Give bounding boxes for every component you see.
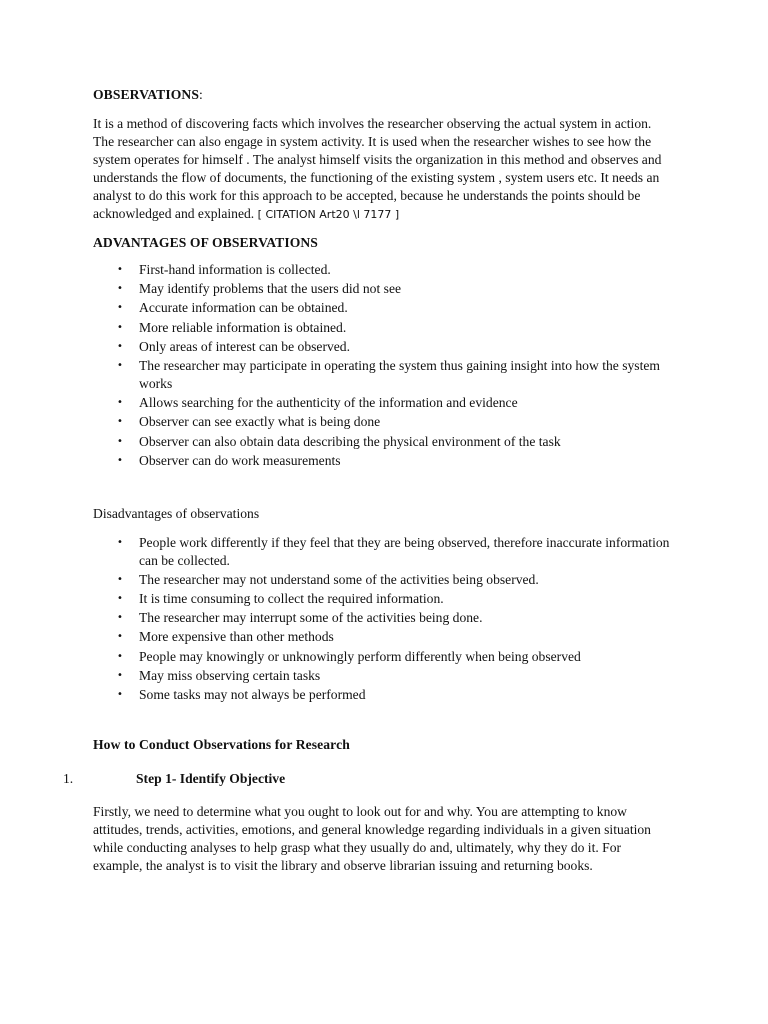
bullet-icon: • <box>117 340 123 352</box>
step-title: Step 1- Identify Objective <box>136 771 286 786</box>
list-item <box>93 261 673 279</box>
bullet-icon: • <box>117 689 123 700</box>
list-item-text: May miss observing certain tasks <box>139 667 321 683</box>
list-item-text: Accurate information can be obtained. <box>139 300 348 316</box>
list-item <box>93 534 673 570</box>
list-item <box>93 433 673 451</box>
advantages-list <box>93 261 673 470</box>
list-item <box>93 590 673 608</box>
bullet-icon: • <box>117 631 123 643</box>
document-page <box>63 86 673 875</box>
list-item-text: Observer can see exactly what is being done <box>139 414 381 430</box>
step-1-row <box>63 770 673 788</box>
citation-field: [ CITATION Art20 \l 7177 ] <box>254 208 400 221</box>
bullet-icon: • <box>117 669 123 681</box>
bullet-icon: • <box>117 593 123 605</box>
disadvantages-heading: Disadvantages of observations <box>93 505 260 521</box>
list-item <box>93 667 673 685</box>
list-item <box>93 571 673 589</box>
list-item-text: Observer can do work measurements <box>139 452 341 468</box>
how-to-heading: How to Conduct Observations for Research <box>93 737 350 752</box>
observations-heading-colon: : <box>199 87 203 102</box>
list-item-text: More reliable information is obtained. <box>139 319 347 335</box>
list-item <box>93 609 673 627</box>
list-item-text: The researcher may interrupt some of the activities being done. <box>139 610 483 626</box>
bullet-icon: • <box>117 397 123 409</box>
observations-heading <box>93 86 673 104</box>
list-item <box>93 413 673 431</box>
list-item <box>93 319 673 337</box>
bullet-icon: • <box>117 612 123 624</box>
list-item-text: May identify problems that the users did not see <box>139 281 402 297</box>
step-number: 1. <box>63 771 74 786</box>
list-item <box>93 452 673 470</box>
bullet-icon: • <box>117 650 123 662</box>
step-1-paragraph: Firstly, we need to determine what you ought to look out for and why. You are attempting to know attitudes, trends, activities, emotions, and general knowledge regarding individuals in a given situation while conducting analyses to help grasp what they usually do and, ultimately, why they do it. For example, the analyst is to visit the library and observe librarian issuing and returning books. <box>93 804 651 873</box>
bullet-icon: • <box>117 302 123 314</box>
bullet-icon: • <box>117 416 123 428</box>
list-item <box>93 299 673 317</box>
list-item-text: The researcher may participate in operating the system thus gaining insight into how the system works <box>139 357 660 391</box>
bullet-icon: • <box>117 321 123 333</box>
bullet-icon: • <box>117 435 123 447</box>
bullet-icon: • <box>117 536 123 548</box>
list-item-text: The researcher may not understand some of the activities being observed. <box>139 571 539 587</box>
bullet-icon: • <box>117 573 123 585</box>
list-item-text: First-hand information is collected. <box>139 262 331 277</box>
advantages-heading: ADVANTAGES OF OBSERVATIONS <box>93 235 318 250</box>
list-item <box>93 648 673 666</box>
list-item-text: Some tasks may not always be performed <box>139 687 366 702</box>
list-item-text: People may knowingly or unknowingly perform differently when being observed <box>139 648 581 664</box>
list-item-text: Observer can also obtain data describing the physical environment of the task <box>139 433 561 449</box>
list-item <box>93 338 673 356</box>
list-item-text: People work differently if they feel that they are being observed, therefore inaccurate information can be collected. <box>139 534 670 568</box>
observations-paragraph-text: It is a method of discovering facts which involves the researcher observing the actual system in action. The researcher can also engage in system activity. It is used when the researcher wishes to see how the system operates for himself . The analyst himself visits the organization in this method and observes and understands the flow of documents, the functioning of the existing system , system users etc. It needs an analyst to do this work for this approach to be accepted, because he understands the points should be acknowledged and explained. <box>93 116 662 221</box>
bullet-icon: • <box>117 264 123 275</box>
bullet-icon: • <box>117 454 123 466</box>
list-item <box>93 628 673 646</box>
observations-heading-text: OBSERVATIONS <box>93 87 199 102</box>
disadvantages-list <box>93 534 673 704</box>
bullet-icon: • <box>117 283 123 295</box>
list-item-text: It is time consuming to collect the required information. <box>139 591 444 607</box>
list-item-text: More expensive than other methods <box>139 629 334 645</box>
list-item-text: Only areas of interest can be observed. <box>139 338 350 354</box>
list-item <box>93 280 673 298</box>
list-item <box>93 357 673 393</box>
list-item <box>93 394 673 412</box>
bullet-icon: • <box>117 359 123 371</box>
list-item-text: Allows searching for the authenticity of the information and evidence <box>139 395 518 411</box>
list-item <box>93 686 673 704</box>
observations-paragraph <box>93 115 673 224</box>
